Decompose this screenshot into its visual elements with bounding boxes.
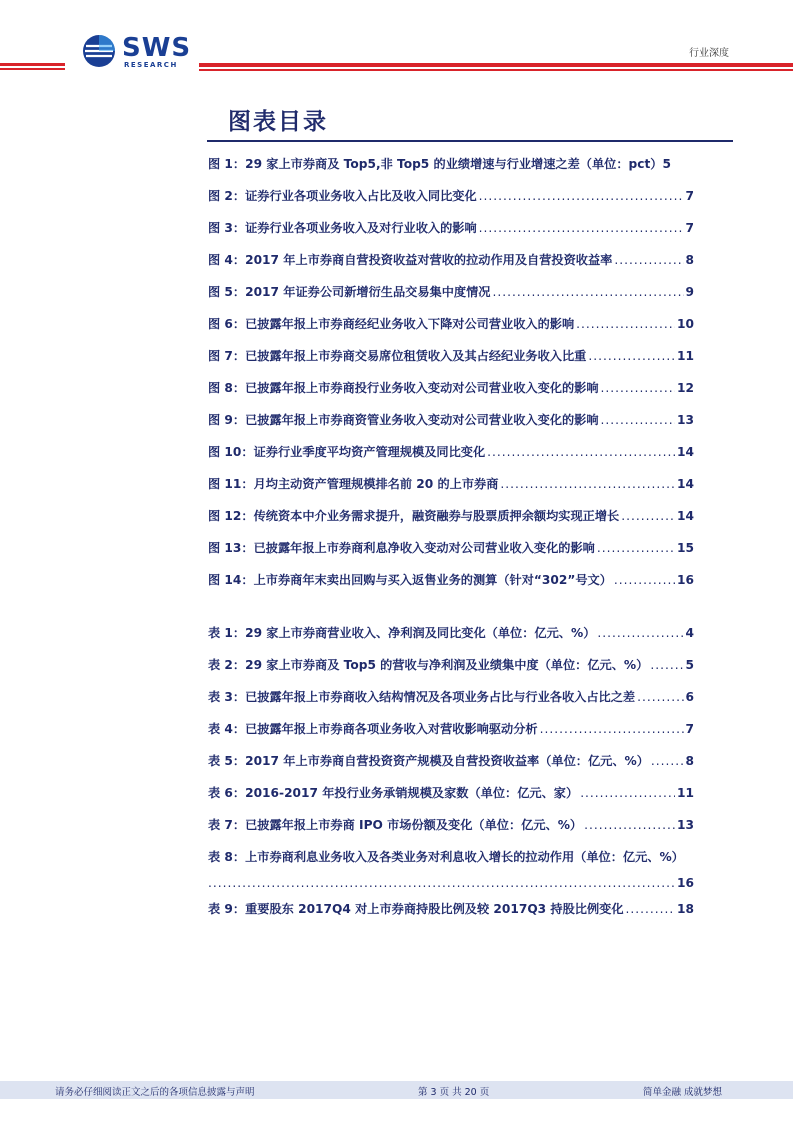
toc-entry[interactable] bbox=[208, 900, 694, 920]
toc-entry-page: 4 bbox=[685, 626, 694, 640]
toc-entry-page: 12 bbox=[677, 381, 694, 395]
toc-entry-page: 16 bbox=[677, 876, 694, 890]
footer-disclaimer: 请务必仔细阅读正文之后的各项信息披露与声明 bbox=[55, 1087, 255, 1098]
toc-leader-dots bbox=[584, 818, 675, 832]
toc-entry[interactable] bbox=[208, 219, 694, 239]
header-rule bbox=[0, 68, 65, 70]
toc-leader-dots bbox=[650, 658, 683, 672]
toc-entry[interactable] bbox=[208, 347, 694, 367]
toc-entry-label: 图 2：证券行业各项业务收入占比及收入同比变化 bbox=[208, 189, 477, 203]
toc-entry[interactable] bbox=[208, 656, 694, 676]
toc-entry-label: 表 9：重要股东 2017Q4 对上市券商持股比例及较 2017Q3 持股比例变化 bbox=[208, 902, 624, 916]
toc-leader-dots bbox=[479, 221, 684, 235]
toc-entry-label: 图 1：29 家上市券商及 Top5,非 Top5 的业绩增速与行业增速之差（单位：pct） bbox=[208, 157, 663, 171]
sws-logo-icon bbox=[82, 34, 116, 68]
toc-leader-dots bbox=[651, 754, 684, 768]
toc-entry-label: 图 4：2017 年上市券商自营投资收益对营收的拉动作用及自营投资收益率 bbox=[208, 253, 613, 267]
toc-leader-dots bbox=[540, 722, 684, 736]
toc-entry[interactable] bbox=[208, 507, 694, 527]
toc-entry-page: 5 bbox=[662, 157, 671, 171]
toc-leader-dots bbox=[479, 189, 684, 203]
toc-entry[interactable] bbox=[208, 251, 694, 271]
toc-leader-dots bbox=[588, 349, 675, 363]
toc-entry-page: 18 bbox=[677, 902, 694, 916]
toc-entry[interactable] bbox=[208, 752, 694, 772]
toc-entry-label: 表 5：2017 年上市券商自营投资资产规模及自营投资收益率（单位：亿元、%） bbox=[208, 754, 649, 768]
toc-entry-page: 10 bbox=[677, 317, 694, 331]
toc-entry-page: 11 bbox=[677, 349, 694, 363]
toc-leader-dots bbox=[626, 902, 676, 916]
toc-entry-label: 表 1：29 家上市券商营业收入、净利润及同比变化（单位：亿元、%） bbox=[208, 626, 596, 640]
toc-entry-page: 14 bbox=[677, 445, 694, 459]
toc-entry-label: 表 6：2016-2017 年投行业务承销规模及家数（单位：亿元、家） bbox=[208, 786, 579, 800]
toc-entry[interactable] bbox=[208, 720, 694, 740]
toc-entry-page: 14 bbox=[677, 477, 694, 491]
toc-entry-label: 图 9：已披露年报上市券商资管业务收入变动对公司营业收入变化的影响 bbox=[208, 413, 599, 427]
toc-entry-label: 图 13：已披露年报上市券商利息净收入变动对公司营业收入变化的影响 bbox=[208, 541, 595, 555]
footer-slogan: 简单金融 成就梦想 bbox=[643, 1087, 723, 1098]
toc-entry-label: 表 3：已披露年报上市券商收入结构情况及各项业务占比与行业各收入占比之差 bbox=[208, 690, 636, 704]
logo-text: SWS bbox=[122, 33, 192, 63]
toc-leader-dots bbox=[500, 477, 675, 491]
toc-entry-page: 16 bbox=[677, 573, 694, 587]
toc-entry[interactable] bbox=[208, 379, 694, 399]
toc-entry-page: 11 bbox=[677, 786, 694, 800]
page-title: 图表目录 bbox=[228, 108, 328, 135]
toc-entry[interactable] bbox=[208, 624, 694, 644]
toc-entry-page: 13 bbox=[677, 413, 694, 427]
toc-entry-label: 图 5：2017 年证券公司新增衍生品交易集中度情况 bbox=[208, 285, 491, 299]
toc-entry[interactable] bbox=[208, 443, 694, 463]
page-footer bbox=[0, 1081, 793, 1099]
toc-leader-dots bbox=[580, 786, 675, 800]
toc-entry[interactable] bbox=[208, 187, 694, 207]
toc-entry[interactable] bbox=[208, 539, 694, 559]
toc-entry-label: 图 10：证券行业季度平均资产管理规模及同比变化 bbox=[208, 445, 486, 459]
header-rule bbox=[199, 69, 793, 71]
title-divider bbox=[207, 140, 733, 142]
toc-entry-label: 图 7：已披露年报上市券商交易席位租赁收入及其占经纪业务收入比重 bbox=[208, 349, 587, 363]
toc-leader-dots bbox=[597, 626, 683, 640]
toc-entry-label: 图 6：已披露年报上市券商经纪业务收入下降对公司营业收入的影响 bbox=[208, 317, 575, 331]
toc-entry-label: 图 14：上市券商年末卖出回购与买入返售业务的测算（针对“302”号文） bbox=[208, 573, 612, 587]
toc-leader-dots bbox=[208, 876, 675, 890]
toc-entry-page: 5 bbox=[685, 658, 694, 672]
toc-entry-page: 15 bbox=[677, 541, 694, 555]
toc-leader-dots bbox=[601, 413, 675, 427]
toc-entry-label: 图 11：月均主动资产管理规模排名前 20 的上市券商 bbox=[208, 477, 499, 491]
toc-entry[interactable] bbox=[208, 571, 694, 591]
toc-entry[interactable] bbox=[208, 784, 694, 804]
toc-leader-dots bbox=[597, 541, 675, 555]
header-rule bbox=[0, 63, 65, 66]
logo-subtext: RESEARCH bbox=[124, 61, 178, 69]
report-type-label: 行业深度 bbox=[689, 48, 729, 59]
toc-leader-dots bbox=[637, 690, 683, 704]
toc-leader-dots bbox=[621, 509, 675, 523]
toc-entry-page: 7 bbox=[685, 221, 694, 235]
toc-entry-page: 14 bbox=[677, 509, 694, 523]
toc-entry-page: 7 bbox=[685, 722, 694, 736]
toc-entry-label: 图 8：已披露年报上市券商投行业务收入变动对公司营业收入变化的影响 bbox=[208, 381, 599, 395]
toc-entry[interactable] bbox=[208, 475, 694, 495]
toc-entry-label: 表 8：上市券商利息业务收入及各类业务对利息收入增长的拉动作用（单位：亿元、%） bbox=[208, 850, 684, 864]
toc-entry[interactable] bbox=[208, 315, 694, 335]
toc-leader-dots bbox=[614, 253, 683, 267]
toc-entry-page: 8 bbox=[685, 253, 694, 267]
toc-leader-dots bbox=[576, 317, 675, 331]
toc-entry[interactable] bbox=[208, 411, 694, 431]
toc-entry-label: 表 4：已披露年报上市券商各项业务收入对营收影响驱动分析 bbox=[208, 722, 538, 736]
toc-entry[interactable] bbox=[208, 283, 694, 303]
toc-entry-label: 表 7：已披露年报上市券商 IPO 市场份额及变化（单位：亿元、%） bbox=[208, 818, 583, 832]
toc-entry-label: 图 3：证券行业各项业务收入及对行业收入的影响 bbox=[208, 221, 477, 235]
toc-entry[interactable] bbox=[208, 688, 694, 708]
toc-entry[interactable] bbox=[208, 848, 694, 890]
footer-page-number: 第 3 页 共 20 页 bbox=[418, 1087, 490, 1098]
toc-entry-page: 13 bbox=[677, 818, 694, 832]
toc-entry-page: 8 bbox=[685, 754, 694, 768]
toc-entry-label: 图 12：传统资本中介业务需求提升，融资融券与股票质押余额均实现正增长 bbox=[208, 509, 620, 523]
toc-entry[interactable] bbox=[208, 816, 694, 836]
toc-leader-dots bbox=[492, 285, 683, 299]
toc-entry-page: 9 bbox=[685, 285, 694, 299]
toc-leader-dots bbox=[614, 573, 675, 587]
toc-entry-page: 6 bbox=[685, 690, 694, 704]
header-rule bbox=[199, 63, 793, 67]
toc-entry[interactable] bbox=[208, 155, 694, 175]
toc-leader-dots bbox=[487, 445, 675, 459]
toc-entry-page: 7 bbox=[685, 189, 694, 203]
toc-leader-dots bbox=[601, 381, 675, 395]
company-logo bbox=[82, 32, 192, 72]
toc-entry-label: 表 2：29 家上市券商及 Top5 的营收与净利润及业绩集中度（单位：亿元、%） bbox=[208, 658, 649, 672]
